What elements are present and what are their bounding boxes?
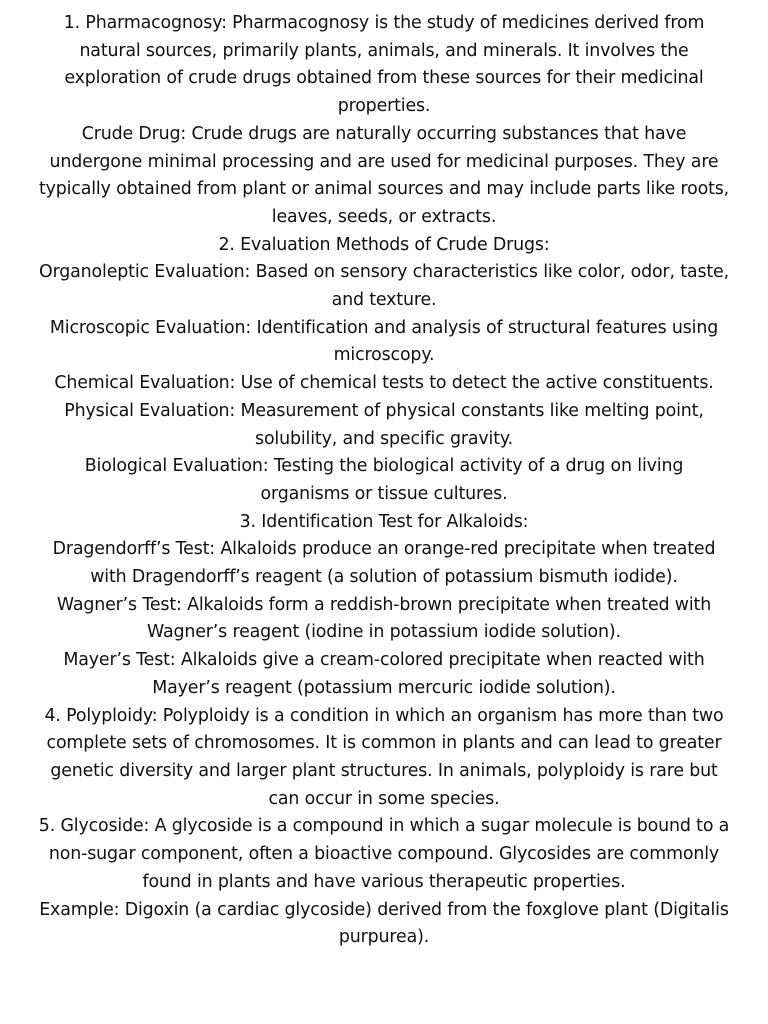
evaluation-methods-heading: 2. Evaluation Methods of Crude Drugs: [218,234,550,255]
chemical-evaluation: Chemical Evaluation: Use of chemical tests to detect the active constituents. [54,373,714,394]
glycoside-definition: 5. Glycoside: A glycoside is a compound in which a sugar molecule is bound to a non-sugar component, often a bioactive compound. Glycosides are commonly found in plants and have various therapeutic properties. [38,816,730,892]
alkaloid-tests-heading: 3. Identification Test for Alkaloids: [239,511,529,532]
glycoside-example: Example: Digoxin (a cardiac glycoside) derived from the foxglove plant (Digitalis purpurea). [39,899,729,948]
pharmacognosy-definition: 1. Pharmacognosy: Pharmacognosy is the study of medicines derived from natural sources, primarily plants, animals, and minerals. It involves the exploration of crude drugs obtained from these sources for their medicinal properties. [63,13,705,117]
organoleptic-evaluation: Organoleptic Evaluation: Based on sensory characteristics like color, odor, taste, and texture. [39,262,729,311]
microscopic-evaluation: Microscopic Evaluation: Identification and analysis of structural features using microscopy. [49,317,719,366]
mayer-test: Mayer’s Test: Alkaloids give a cream-colored precipitate when reacted with Mayer’s reagent (potassium mercuric iodide solution). [63,650,705,698]
polyploidy-definition: 4. Polyploidy: Polyploidy is a condition in which an organism has more than two complete sets of chromosomes. It is common in plants and can lead to greater genetic diversity and larger plant structures. In animals, polyploidy is rare but can occur in some species. [44,705,724,809]
physical-evaluation: Physical Evaluation: Measurement of physical constants like melting point, solubility, and specific gravity. [64,400,704,449]
biological-evaluation: Biological Evaluation: Testing the biological activity of a drug on living organisms or tissue cultures. [84,456,684,504]
dragendorff-test: Dragendorff’s Test: Alkaloids produce an orange-red precipitate when treated with Dragendorff’s reagent (a solution of potassium bismuth iodide). [52,539,716,588]
wagner-test: Wagner’s Test: Alkaloids form a reddish-brown precipitate when treated with Wagner’s reagent (iodine in potassium iodide solution). [56,594,712,643]
crude-drug-definition: Crude Drug: Crude drugs are naturally occurring substances that have undergone minimal processing and are used for medicinal purposes. They are typically obtained from plant or animal sources and may include parts like roots, leaves, seeds, or extracts. [38,123,730,227]
